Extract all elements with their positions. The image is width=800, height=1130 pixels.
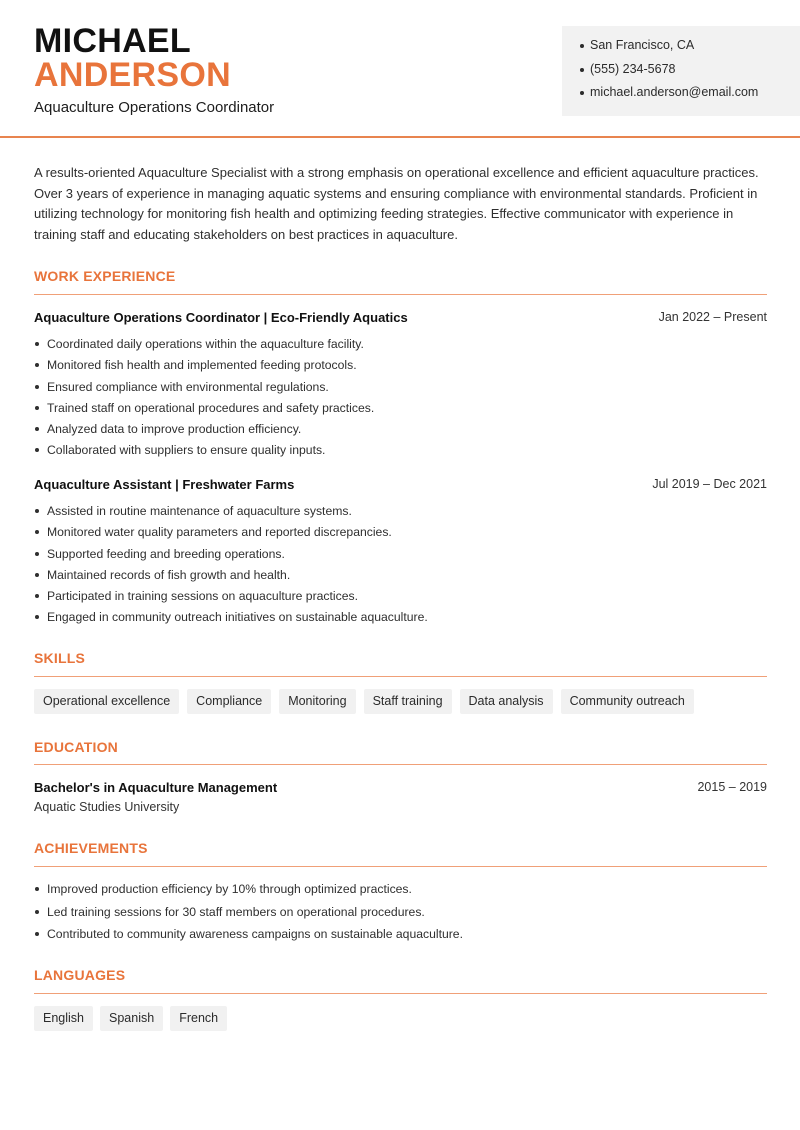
- last-name: ANDERSON: [34, 56, 231, 94]
- section-title-languages: LANGUAGES: [34, 967, 126, 983]
- school-name: Aquatic Studies University: [34, 800, 180, 814]
- list-item: Monitored water quality parameters and reported discrepancies.: [34, 524, 754, 545]
- resume-header: [0, 0, 800, 138]
- list-item: Participated in training sessions on aquaculture practices.: [34, 588, 754, 609]
- skill-chip: Community outreach: [561, 689, 694, 714]
- list-item: Assisted in routine maintenance of aquaculture systems.: [34, 503, 754, 524]
- first-name: MICHAEL: [34, 22, 191, 60]
- list-item: Engaged in community outreach initiatives on sustainable aquaculture.: [34, 609, 754, 630]
- section-divider: [34, 676, 767, 677]
- education-dates: 2015 – 2019: [697, 780, 767, 794]
- list-item: Improved production efficiency by 10% through optimized practices.: [34, 881, 774, 904]
- section-title-work: WORK EXPERIENCE: [34, 268, 176, 284]
- job-title-1: Aquaculture Operations Coordinator | Eco-Friendly Aquatics: [34, 310, 408, 325]
- section-title-skills: SKILLS: [34, 650, 85, 666]
- section-title-achievements: ACHIEVEMENTS: [34, 840, 148, 856]
- job-bullets-1: [34, 336, 754, 464]
- section-divider: [34, 866, 767, 867]
- list-item: Analyzed data to improve production efficiency.: [34, 421, 754, 442]
- list-item: Contributed to community awareness campaigns on sustainable aquaculture.: [34, 926, 774, 949]
- contact-phone: (555) 234-5678: [580, 62, 800, 86]
- skill-chip: Data analysis: [460, 689, 553, 714]
- contact-location: San Francisco, CA: [580, 38, 800, 62]
- section-title-education: EDUCATION: [34, 739, 118, 755]
- degree-title: Bachelor's in Aquaculture Management: [34, 780, 278, 795]
- list-item: Led training sessions for 30 staff members on operational procedures.: [34, 904, 774, 927]
- skills-list: [34, 689, 694, 714]
- job-bullets-2: [34, 503, 754, 631]
- section-divider: [34, 294, 767, 295]
- section-divider: [34, 764, 767, 765]
- languages-list: [34, 1006, 227, 1031]
- language-chip: English: [34, 1006, 93, 1031]
- language-chip: French: [170, 1006, 227, 1031]
- list-item: Coordinated daily operations within the aquaculture facility.: [34, 336, 754, 357]
- skill-chip: Compliance: [187, 689, 271, 714]
- summary-paragraph: A results-oriented Aquaculture Specialist with a strong emphasis on operational excellence and efficient aquaculture practices. Over 3 years of experience in managing aquatic systems and ensuring compliance with environmental standards. Proficient in utilizing technology for monitoring fish health and optimizing feeding strategies. Effective communicator with experience in training staff and educating stakeholders on best practices in aquaculture.: [34, 165, 759, 243]
- list-item: Maintained records of fish growth and health.: [34, 567, 754, 588]
- skill-chip: Staff training: [364, 689, 452, 714]
- list-item: Supported feeding and breeding operations.: [34, 546, 754, 567]
- job-dates-2: Jul 2019 – Dec 2021: [652, 477, 767, 491]
- job-title-2: Aquaculture Assistant | Freshwater Farms: [34, 477, 295, 492]
- language-chip: Spanish: [100, 1006, 163, 1031]
- skill-chip: Monitoring: [279, 689, 355, 714]
- section-divider: [34, 993, 767, 994]
- achievements-list: [34, 881, 774, 949]
- list-item: Monitored fish health and implemented feeding protocols.: [34, 357, 754, 378]
- list-item: Ensured compliance with environmental regulations.: [34, 379, 754, 400]
- job-dates-1: Jan 2022 – Present: [658, 310, 767, 324]
- contact-email[interactable]: michael.anderson@email.com: [580, 85, 800, 109]
- job-title: Aquaculture Operations Coordinator: [34, 99, 275, 116]
- list-item: Collaborated with suppliers to ensure quality inputs.: [34, 442, 754, 463]
- skill-chip: Operational excellence: [34, 689, 179, 714]
- list-item: Trained staff on operational procedures and safety practices.: [34, 400, 754, 421]
- contact-box: [562, 26, 800, 116]
